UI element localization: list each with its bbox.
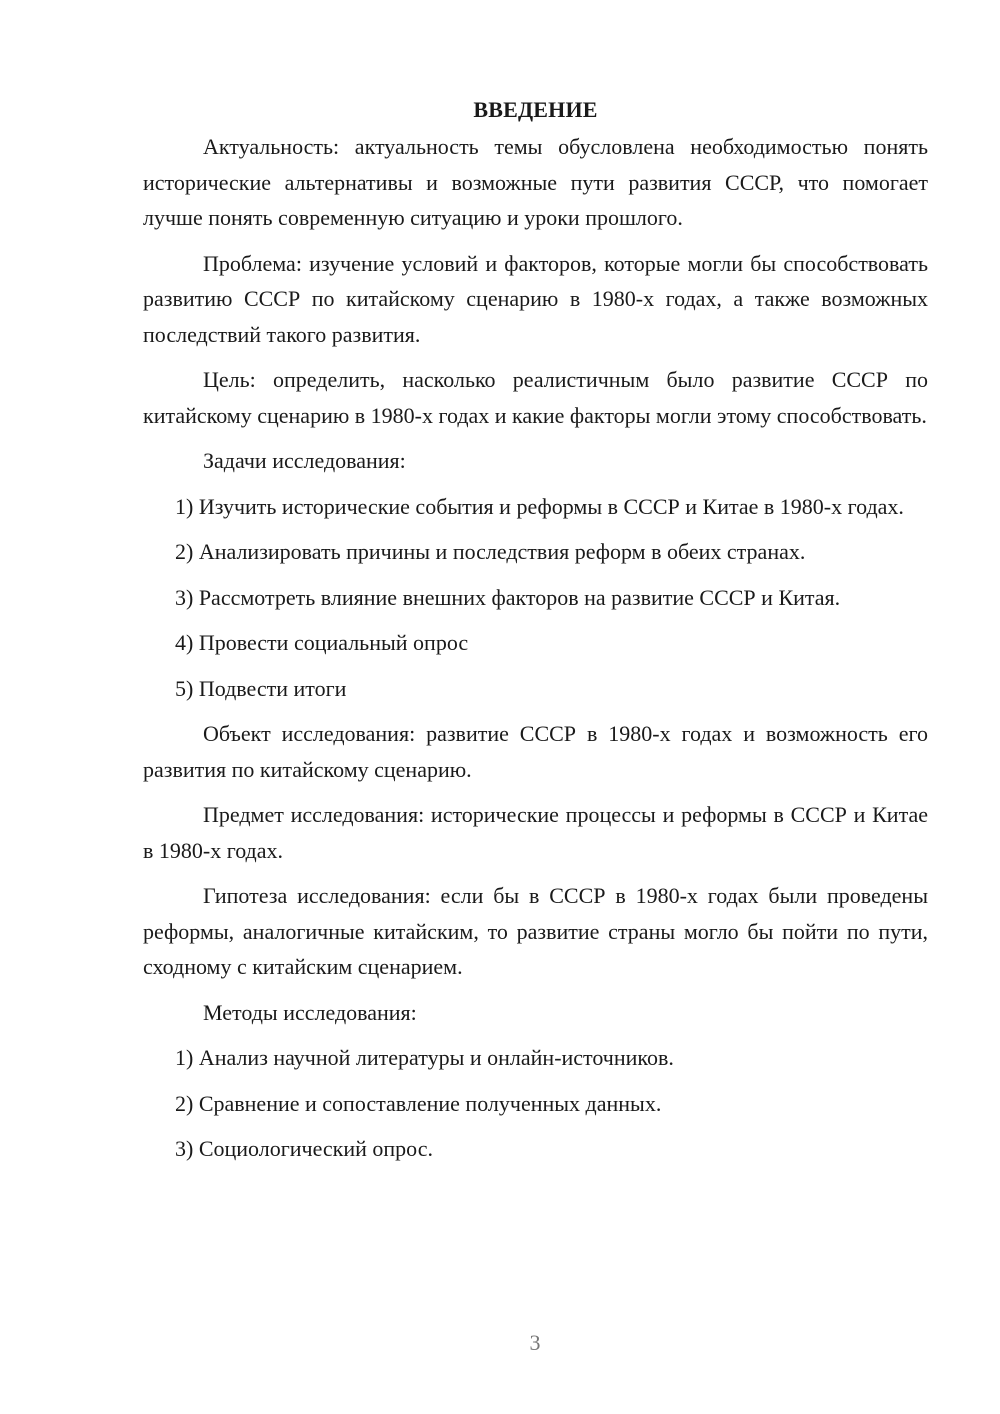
task-item: 3) Рассмотреть влияние внешних факторов на развитие СССР и Китая. [175, 584, 841, 610]
hypothesis-paragraph: Гипотеза исследования: если бы в СССР в 1980-х годах были проведены реформы, аналогичные китайским, то развитие страны могло бы пойти по пути, сходному с китайским сценарием. [143, 883, 928, 979]
goal-paragraph: Цель: определить, насколько реалистичным было развитие СССР по китайскому сценарию в 1980-х годах и какие факторы могли этому способствовать. [143, 367, 928, 428]
page-number: 3 [529, 1330, 541, 1355]
problem-paragraph: Проблема: изучение условий и факторов, которые могли бы способствовать развитию СССР по китайскому сценарию в 1980-х годах, а также возможных последствий такого развития. [143, 250, 928, 347]
task-item: 5) Подвести итоги [175, 675, 347, 701]
methods-heading: Методы исследования: [203, 999, 417, 1025]
subject-paragraph: Предмет исследования: исторические процессы и реформы в СССР и Китае в 1980-х годах. [143, 802, 928, 863]
method-item: 2) Сравнение и сопоставление полученных данных. [175, 1090, 662, 1116]
task-item: 2) Анализировать причины и последствия реформ в обеих странах. [175, 539, 806, 564]
object-paragraph: Объект исследования: развитие СССР в 1980-х годах и возможность его развития по китайскому сценарию. [143, 721, 928, 782]
document-page [143, 92, 928, 1177]
tasks-heading: Задачи исследования: [203, 448, 406, 473]
task-item: 1) Изучить исторические события и реформы в СССР и Китае в 1980-х годах. [175, 493, 904, 519]
method-item: 3) Социологический опрос. [175, 1136, 433, 1161]
task-item: 4) Провести социальный опрос [175, 630, 469, 655]
relevance-paragraph: Актуальность: актуальность темы обусловлена необходимостью понять исторические альтернативы и возможные пути развития СССР, что помогает лучше понять современную ситуацию и уроки прошлого. [143, 134, 928, 230]
section-title: ВВЕДЕНИЕ [473, 97, 598, 122]
method-item: 1) Анализ научной литературы и онлайн-источников. [175, 1045, 674, 1070]
